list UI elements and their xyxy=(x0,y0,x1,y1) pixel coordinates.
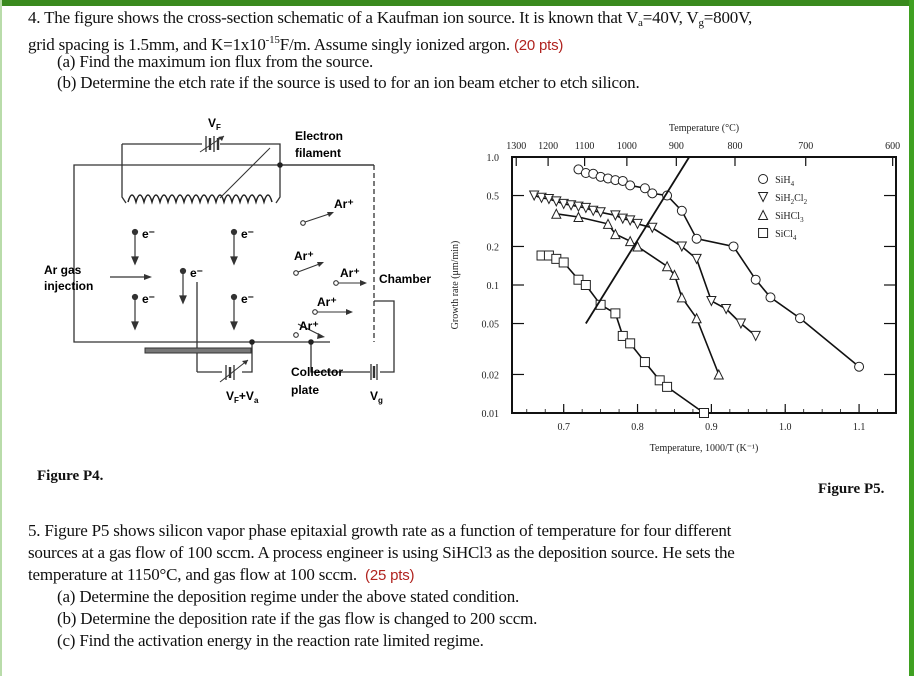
problem4-part-a: (a) Find the maximum ion flux from the source. xyxy=(57,52,374,71)
problem5-part-a: (a) Determine the deposition regime under the above stated condition. xyxy=(57,587,520,606)
top-tick-label: 1100 xyxy=(574,141,595,152)
figure-p4-caption: Figure P4. xyxy=(37,468,104,484)
vg-label: $V_g$ xyxy=(370,389,383,405)
injection-label: injection xyxy=(44,279,94,293)
problem5-line2: sources at a gas flow of 100 sccm. A process engineer is using SiHCl3 as the deposition source. He sets the xyxy=(28,543,735,562)
y-tick-label: 1.0 xyxy=(486,153,499,164)
window-top-border xyxy=(0,0,914,6)
vg-value: =800V, xyxy=(703,8,753,27)
problem4-line2-text: grid spacing is 1.5mm, and K=1x10 xyxy=(28,35,266,54)
figure-p5-caption: Figure P5. xyxy=(818,481,885,497)
va-subscript: a xyxy=(638,17,643,29)
electron-symbol-4: e⁻ xyxy=(142,292,156,306)
top-tick-label: 1000 xyxy=(616,141,637,152)
figure-p5-chart xyxy=(440,110,908,470)
collector-label: Collector xyxy=(291,365,344,379)
x-axis-label: Temperature, 1000/T (K⁻¹) xyxy=(649,443,759,454)
problem5-part-c: (c) Find the activation energy in the reaction rate limited regime. xyxy=(57,631,484,650)
collector-plate-bar xyxy=(145,348,251,353)
y-tick-label: 0.05 xyxy=(481,319,499,331)
electron-symbol-2: e⁻ xyxy=(241,227,255,241)
plate-label: plate xyxy=(291,383,320,397)
vf-label: $V_F$ xyxy=(208,116,221,132)
y-tick-label: 0.5 xyxy=(486,191,499,203)
transition-line xyxy=(586,157,689,324)
problem5-points: (25 pts) xyxy=(365,567,415,584)
chamber-label: Chamber xyxy=(379,272,432,286)
window-left-border xyxy=(0,0,2,676)
x-tick-label: 1.1 xyxy=(852,422,866,433)
vg-subscript: g xyxy=(698,17,704,29)
top-tick-label: 1200 xyxy=(538,141,559,152)
problem5-part-b: (b) Determine the deposition rate if the gas flow is changed to 200 sccm. xyxy=(57,609,538,628)
problem5-line3-text: temperature at 1150°C, and gas flow at 100 sccm. xyxy=(28,565,357,584)
y-tick-label: 0.01 xyxy=(481,409,499,420)
electron-symbol-3: e⁻ xyxy=(190,266,204,280)
ar-ion-label-4: Ar⁺ xyxy=(317,295,337,309)
top-tick-label: 900 xyxy=(668,141,684,152)
ar-ion-label-5: Ar⁺ xyxy=(299,319,319,333)
top-tick-label: 700 xyxy=(798,141,814,152)
y-tick-label: 0.1 xyxy=(486,281,499,292)
k-exponent: -15 xyxy=(265,34,280,46)
x-tick-label: 0.9 xyxy=(705,422,718,433)
problem4-line1-text: 4. The figure shows the cross-section schematic of a Kaufman ion source. It is known that V xyxy=(28,8,639,27)
filament-label: filament xyxy=(295,146,342,160)
legend-entry: SiHCl$_3$ xyxy=(775,211,804,224)
problem5-line3 xyxy=(28,565,414,586)
figure-p4-diagram xyxy=(30,110,450,470)
ar-gas-label: Ar gas xyxy=(44,263,82,277)
electron-label: Electron xyxy=(295,129,344,143)
electron-symbol-1: e⁻ xyxy=(142,227,156,241)
y-tick-label: 0.02 xyxy=(481,370,499,382)
filament-coil xyxy=(128,195,272,202)
problem5-line1: 5. Figure P5 shows silicon vapor phase epitaxial growth rate as a function of temperature for four different xyxy=(28,521,732,540)
vf-va-label: $V_F+V_a$ xyxy=(226,389,259,405)
problem4-part-b: (b) Determine the etch rate if the source is used to for an ion beam etcher to etch silicon. xyxy=(57,73,640,92)
legend-entry: SiH$_4$ xyxy=(775,175,795,188)
window-right-border xyxy=(909,0,914,676)
x-tick-label: 1.0 xyxy=(778,422,792,433)
top-tick-label: 600 xyxy=(885,141,901,152)
y-tick-label: 0.2 xyxy=(486,242,499,254)
problem4-points: (20 pts) xyxy=(513,37,564,54)
ar-ion-label-3: Ar⁺ xyxy=(340,266,360,280)
top-axis-label: Temperature (°C) xyxy=(668,123,740,134)
x-tick-label: 0.7 xyxy=(557,422,570,433)
va-value: =40V, V xyxy=(642,8,699,27)
top-tick-label: 800 xyxy=(727,141,743,152)
legend-entry: $SiH_2Cl_2$ xyxy=(775,193,808,206)
x-tick-label: 0.8 xyxy=(631,422,644,433)
plot-frame xyxy=(512,157,896,413)
legend-entry: SiCl$_4$ xyxy=(775,229,797,242)
problem4-line2-suffix: F/m. Assume singly ionized argon. xyxy=(279,35,510,54)
ar-ion-label-1: Ar⁺ xyxy=(334,197,354,211)
top-tick-label: 1300 xyxy=(506,141,527,152)
electron-symbol-5: e⁻ xyxy=(241,292,255,306)
ar-ion-label-2: Ar⁺ xyxy=(294,249,314,263)
y-axis-label: Growth rate (μm/min) xyxy=(450,240,461,330)
